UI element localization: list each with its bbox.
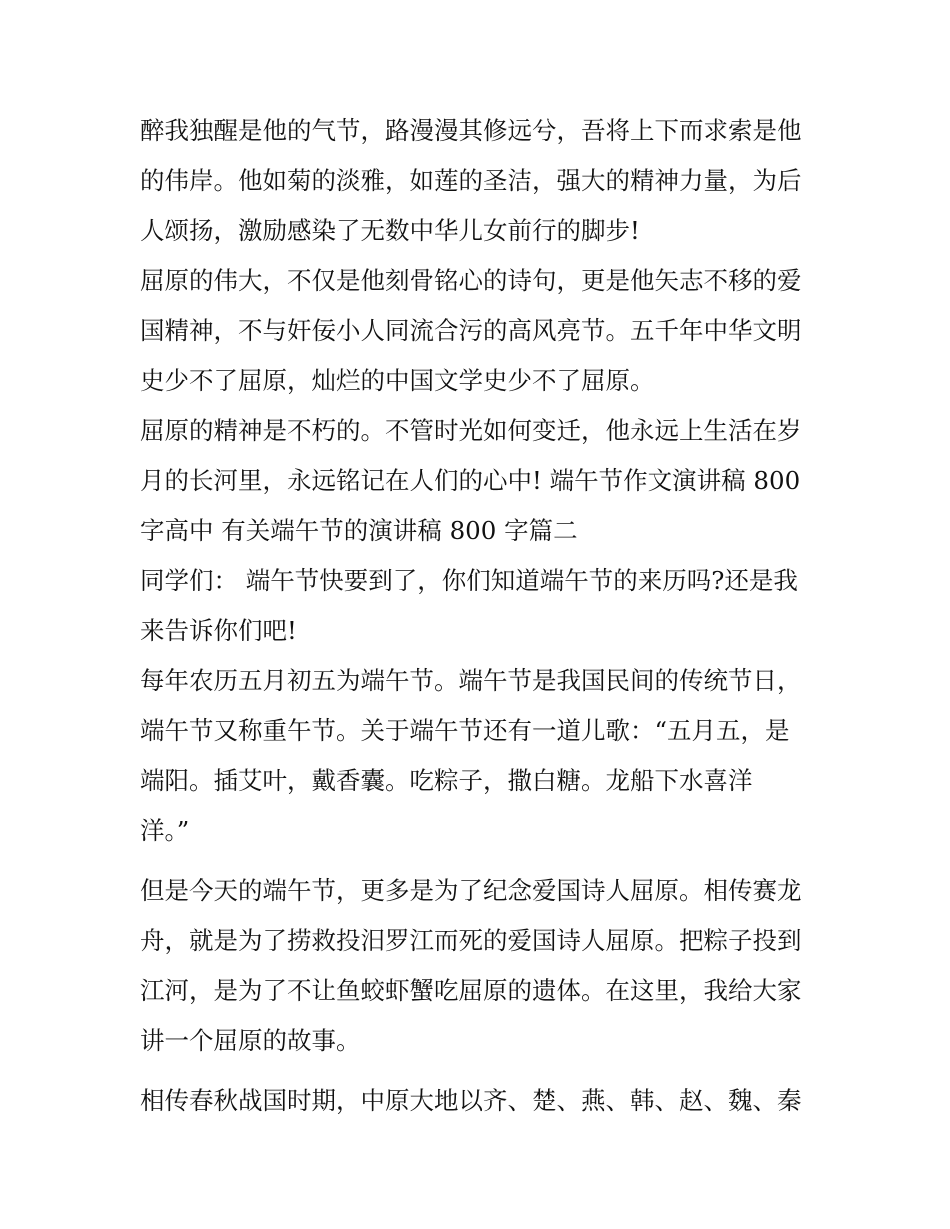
- paragraph: [140, 1076, 812, 1126]
- text-line: 端午节又称重午节。关于端午节还有一道儿歌：“五月五，是: [140, 716, 790, 745]
- text-line: 醉我独醒是他的气节，路漫漫其修远兮，吾将上下而求索是他: [140, 116, 802, 145]
- text-line: 江河，是为了不让鱼蛟虾蟹吃屈原的遗体。在这里，我给大家: [140, 976, 802, 1005]
- text-line: 同学们： 端午节快要到了，你们知道端午节的来历吗?还是我: [140, 566, 798, 595]
- text-line: 每年农历五月初五为端午节。端午节是我国民间的传统节日，: [140, 666, 802, 695]
- text-line: 史少不了屈原，灿烂的中国文学史少不了屈原。: [140, 366, 655, 395]
- text-line: 舟，就是为了捞救投汨罗江而死的爱国诗人屈原。把粽子投到: [140, 926, 802, 955]
- paragraph: [140, 106, 812, 256]
- text-line: 月的长河里，永远铭记在人们的心中! 端午节作文演讲稿 800: [140, 466, 801, 495]
- text-line: 但是今天的端午节，更多是为了纪念爱国诗人屈原。相传赛龙: [140, 876, 802, 905]
- document-body: [140, 106, 812, 1126]
- paragraph: [140, 656, 812, 856]
- paragraph-spacing: [140, 856, 812, 866]
- paragraph: [140, 406, 812, 556]
- text-line: 讲一个屈原的故事。: [140, 1026, 361, 1055]
- text-line: 的伟岸。他如菊的淡雅，如莲的圣洁，强大的精神力量，为后: [140, 166, 802, 195]
- paragraph: [140, 556, 812, 656]
- text-line: 屈原的伟大，不仅是他刻骨铭心的诗句，更是他矢志不移的爱: [140, 266, 802, 295]
- text-line: 人颂扬，激励感染了无数中华儿女前行的脚步!: [140, 216, 640, 245]
- paragraph: [140, 866, 812, 1066]
- text-line: 端阳。插艾叶，戴香囊。吃粽子，撒白糖。龙船下水喜洋: [140, 766, 753, 795]
- text-line: 字高中 有关端午节的演讲稿 800 字篇二: [140, 516, 578, 545]
- text-line: 屈原的精神是不朽的。不管时光如何变迁，他永远上生活在岁: [140, 416, 802, 445]
- text-line: 来告诉你们吧!: [140, 616, 297, 645]
- text-line: 相传春秋战国时期，中原大地以齐、楚、燕、韩、赵、魏、秦: [140, 1086, 802, 1115]
- paragraph: [140, 256, 812, 406]
- text-line: 国精神，不与奸佞小人同流合污的高风亮节。五千年中华文明: [140, 316, 802, 345]
- paragraph-spacing: [140, 1066, 812, 1076]
- text-line: 洋。”: [140, 816, 190, 845]
